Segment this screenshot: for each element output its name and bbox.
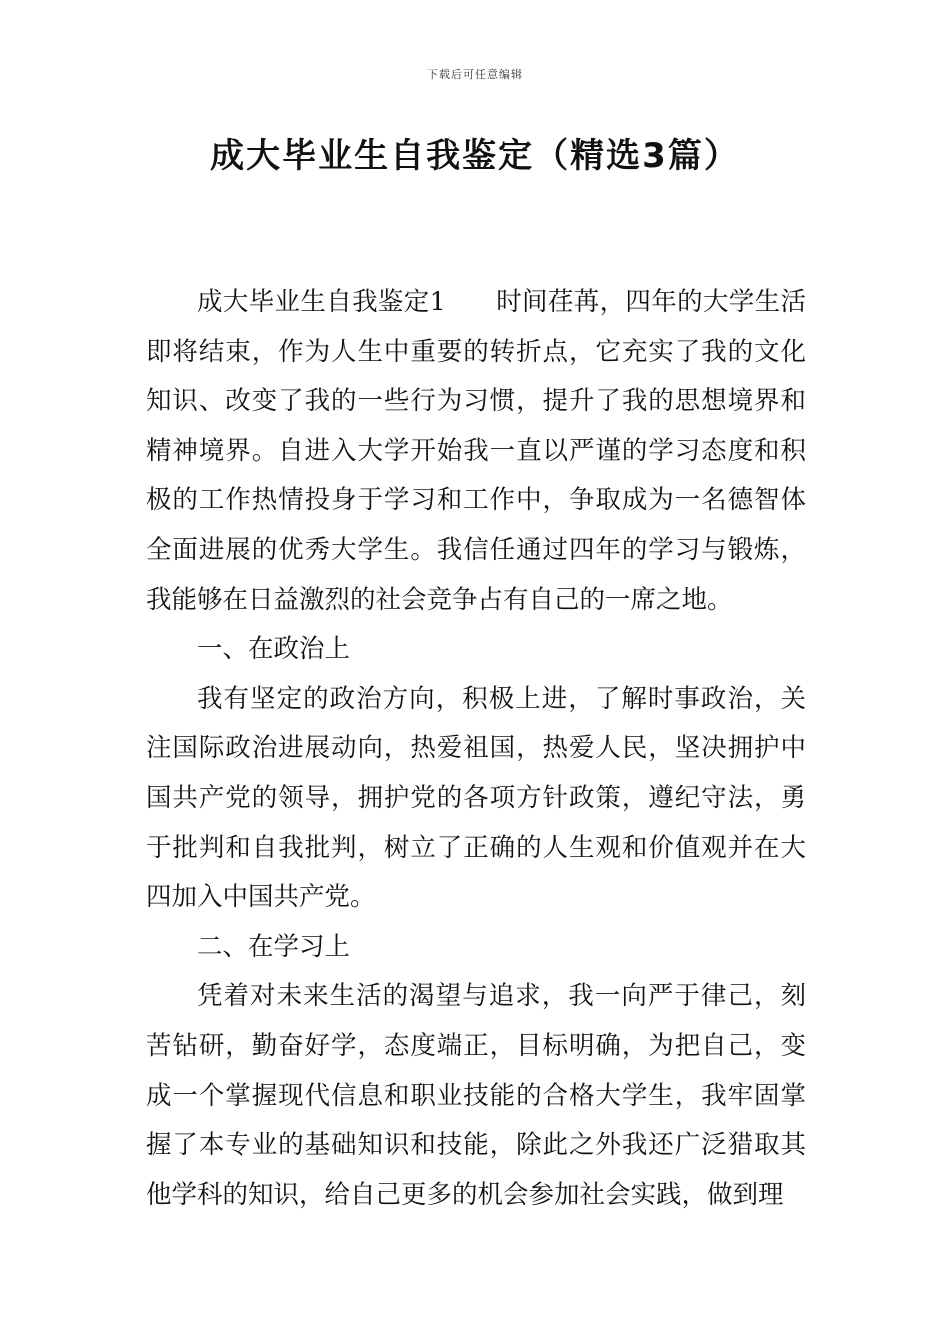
- intro-heading: 成大毕业生自我鉴定1: [197, 287, 446, 317]
- section2-heading: 二、在学习上: [197, 931, 351, 962]
- intro-paragraph: [146, 278, 806, 625]
- document-title: 成大毕业生自我鉴定（精选3篇）: [210, 136, 740, 176]
- intro-text: 时间荏苒，四年的大学生活即将结束，作为人生中重要的转折点，它充实了我的文化知识、改变了我的一些行为习惯，提升了我的思想境界和精神境界。自进入大学开始我一直以严谨的学习态度和积极的工作热情投身于学习和工作中，争取成为一名德智体全面进展的优秀大学生。我信任通过四年的学习与锻炼，我能够在日益激烈的社会竞争占有自己的一席之地。: [146, 287, 806, 615]
- header-note: 下载后可任意编辑: [427, 68, 523, 81]
- section2-paragraph: 凭着对未来生活的渴望与追求，我一向严于律己，刻苦钻研，勤奋好学，态度端正，目标明确，为把自己，变成一个掌握现代信息和职业技能的合格大学生，我牢固掌握了本专业的基础知识和技能，除此之外我还广泛猎取其他学科的知识，给自己更多的机会参加社会实践，做到理: [146, 981, 806, 1210]
- section1-paragraph: 我有坚定的政治方向，积极上进，了解时事政治，关注国际政治进展动向，热爱祖国，热爱人民，坚决拥护中国共产党的领导，拥护党的各项方针政策，遵纪守法，勇于批判和自我批判，树立了正确的人生观和价值观并在大四加入中国共产党。: [146, 683, 806, 913]
- document-body: [146, 278, 806, 1220]
- section1-heading: 一、在政治上: [197, 634, 351, 665]
